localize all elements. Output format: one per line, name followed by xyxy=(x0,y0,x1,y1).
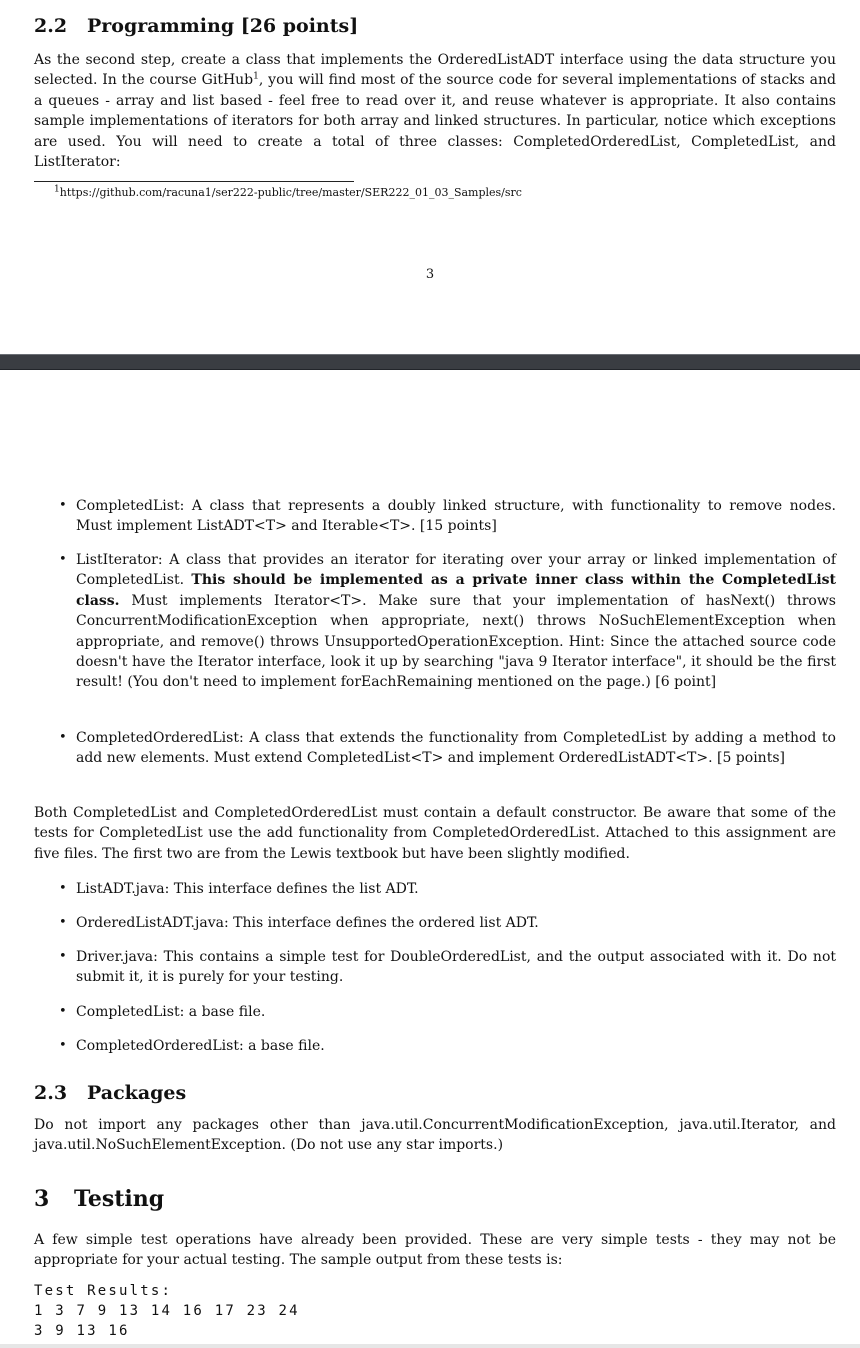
list-item-completedlist xyxy=(59,496,836,537)
list-item-bold-text: This should be implemented as a private inner class within the CompletedList class. xyxy=(76,572,837,609)
footnote xyxy=(54,186,522,199)
list-item-text: Must implements Iterator<T>. Make sure that your implementation of hasNext() throws ConcurrentModificationException when appropriate, next() throws NoSuchElementException when appropriate, and remove() throws UnsupportedOperationException. Hint: Since the attached source code doesn't have the Iterator interface, look it up by searching "java 9 Iterator interface", it should be the first result! (You don't need to implement forEachRemaining mentioned on the page.) [6 point] xyxy=(76,592,836,691)
list-item-completedorderedlist xyxy=(59,728,836,769)
test-output-line: 1 3 7 9 13 14 16 17 23 24 xyxy=(34,1303,300,1319)
section-number: 2.3 xyxy=(34,1082,68,1104)
section-title: Packages xyxy=(87,1082,187,1104)
list-item-text: ListIterator: A class that provides an iterator for iterating over your array or linked implementation of CompletedList. xyxy=(76,552,836,589)
list-item-text: ListADT.java: This interface defines the list ADT. xyxy=(76,881,419,897)
list-item-file xyxy=(59,1002,836,1022)
bullet-icon: • xyxy=(59,730,67,745)
list-item-file xyxy=(59,913,836,933)
list-item-text: CompletedOrderedList: A class that extends the functionality from CompletedList by adding a method to add new elements. Must extend CompletedList<T> and implement OrderedListADT<T>. [5 points] xyxy=(76,730,836,767)
footnote-url[interactable]: https://github.com/racuna1/ser222-public/tree/master/SER222_01_03_Samples/src xyxy=(59,186,522,199)
section-heading-testing xyxy=(34,1186,164,1212)
list-item-file xyxy=(59,947,836,988)
bullet-icon: • xyxy=(59,1038,67,1053)
footnote-rule xyxy=(34,181,354,182)
section-title: Programming [26 points] xyxy=(87,15,359,37)
bullet-icon: • xyxy=(59,1004,67,1019)
document-page-3 xyxy=(0,0,860,354)
list-item-file xyxy=(59,1036,836,1056)
section-number: 3 xyxy=(34,1186,50,1212)
list-item-listiterator xyxy=(59,550,837,693)
footnote-mark: 1 xyxy=(54,184,60,195)
list-item-text: CompletedList: a base file. xyxy=(76,1004,266,1020)
bullet-icon: • xyxy=(59,915,67,930)
testing-paragraph: A few simple test operations have already been provided. These are very simple tests - they may not be appropriate for your actual testing. The sample output from these tests is: xyxy=(34,1232,836,1269)
page-number: 3 xyxy=(425,267,435,282)
list-item-text: CompletedList: A class that represents a doubly linked structure, with functionality to remove nodes. Must implement ListADT<T> and Iterable<T>. [15 points] xyxy=(76,498,836,535)
programming-intro-paragraph xyxy=(34,50,836,172)
bullet-icon: • xyxy=(59,881,67,896)
list-item-text: CompletedOrderedList: a base file. xyxy=(76,1038,325,1054)
test-output-line: Test Results: xyxy=(34,1283,173,1299)
list-item-text: Driver.java: This contains a simple test for DoubleOrderedList, and the output associated with it. Do not submit it, it is purely for your testing. xyxy=(76,949,836,986)
intro-text-part2: , you will find most of the source code for several implementations of stacks and a queues - array and list based - feel free to read over it, and reuse whatever is appropriate. It also contains sample implementations of iterators for both array and linked structures. In particular, notice which exceptions are used. You will need to create a total of three classes: CompletedOrderedList, CompletedList, and ListIterator: xyxy=(34,72,836,171)
page-bottom-edge xyxy=(0,1344,860,1348)
list-item-text: OrderedListADT.java: This interface defines the ordered list ADT. xyxy=(76,915,539,931)
section-heading-programming xyxy=(34,15,358,37)
footnote-reference[interactable]: 1 xyxy=(253,71,259,82)
page-separator xyxy=(0,354,860,370)
document-page-4 xyxy=(0,370,860,1348)
constructor-paragraph: Both CompletedList and CompletedOrderedList must contain a default constructor. Be aware that some of the tests for CompletedList use the add functionality from CompletedOrderedList. Attached to this assignment are five files. The first two are from the Lewis textbook but have been slightly modified. xyxy=(34,805,836,862)
bullet-icon: • xyxy=(59,498,67,513)
test-output-line: 3 9 13 16 xyxy=(34,1323,130,1339)
list-item-file xyxy=(59,879,836,899)
section-number: 2.2 xyxy=(34,15,68,37)
section-heading-packages xyxy=(34,1082,186,1104)
bullet-icon: • xyxy=(59,552,67,567)
packages-paragraph: Do not import any packages other than java.util.ConcurrentModificationException, java.util.Iterator, and java.util.NoSuchElementException. (Do not use any star imports.) xyxy=(34,1117,836,1154)
bullet-icon: • xyxy=(59,949,67,964)
section-title: Testing xyxy=(74,1186,165,1212)
intro-text-part1: As the second step, create a class that implements the OrderedListADT interface using the data structure you selected. In the course GitHub xyxy=(34,52,836,89)
